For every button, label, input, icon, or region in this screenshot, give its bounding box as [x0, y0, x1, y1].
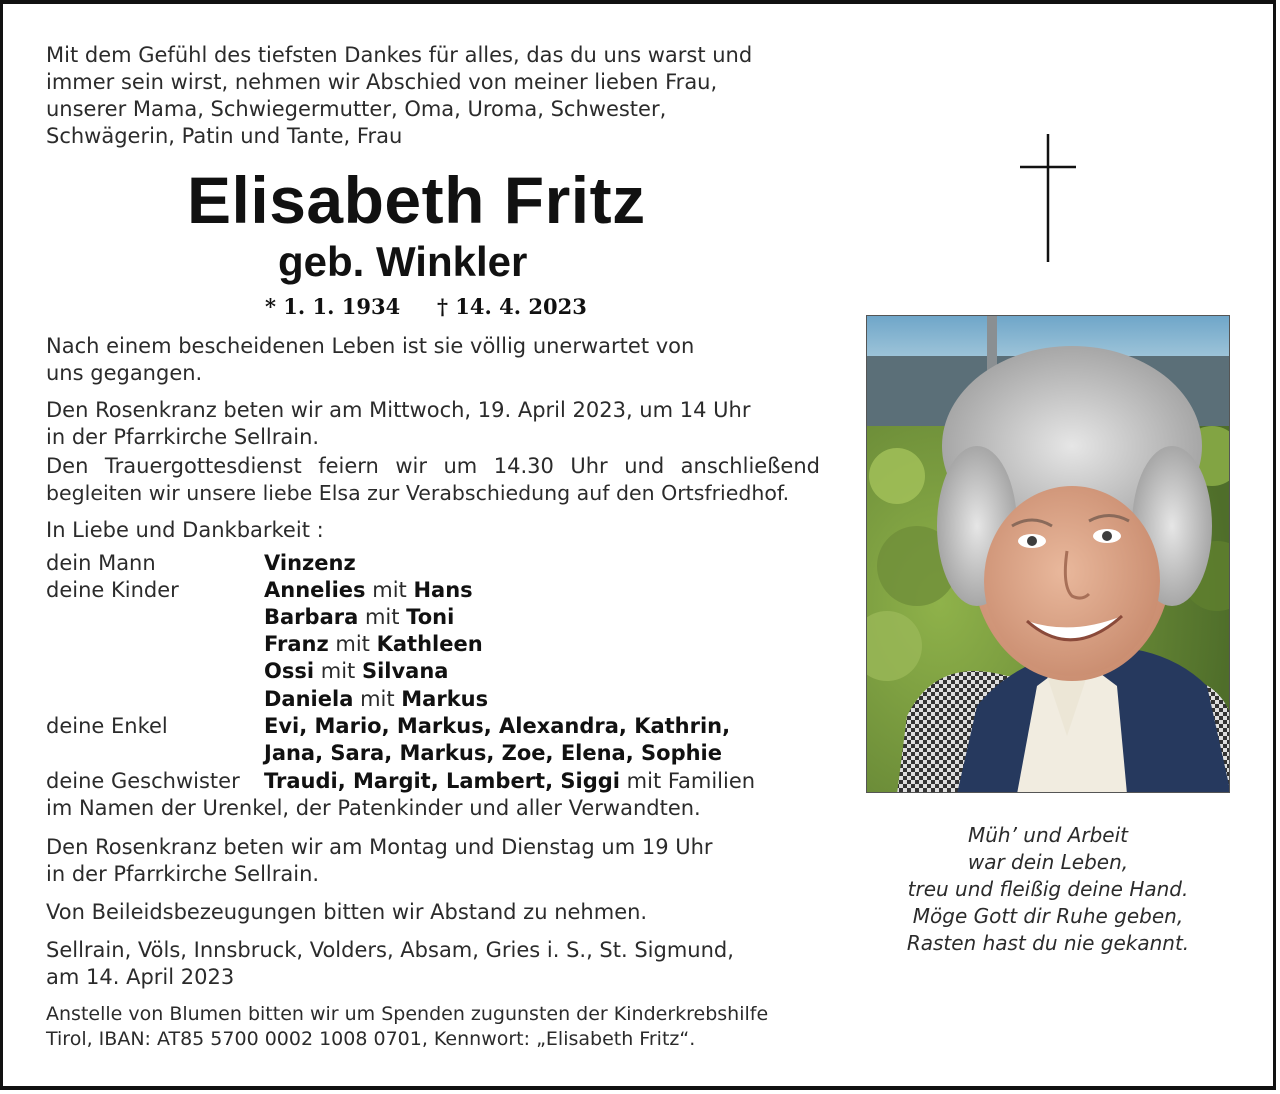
child-name: Barbara — [264, 605, 359, 629]
partner-name: Toni — [406, 605, 455, 629]
condolence-line: Von Beileidsbezeugungen bitten wir Abstand zu nehmen. — [46, 900, 648, 924]
poem-line: Rasten hast du nie gekannt. — [906, 931, 1190, 955]
intro-line: Mit dem Gefühl des tiefsten Dankes für alles, das du uns warst und — [46, 43, 753, 67]
family-label: deine Kinder — [46, 578, 179, 602]
partner-name: Silvana — [361, 659, 449, 683]
paragraph-line: Den Trauergottesdienst feiern wir um 14.30 Uhr und anschließend — [46, 454, 820, 478]
birth-date: * 1. 1. 1934 — [265, 294, 401, 319]
child-name: Franz — [264, 632, 329, 656]
death-date: † 14. 4. 2023 — [437, 294, 587, 319]
place-line: Sellrain, Völs, Innsbruck, Volders, Absam, Gries i. S., St. Sigmund, — [46, 938, 734, 962]
family-label: deine Geschwister — [46, 769, 240, 793]
poem-line: Müh’ und Arbeit — [967, 823, 1129, 847]
child-name: Annelies — [264, 578, 366, 602]
sibling-suffix: mit Familien — [626, 769, 756, 793]
family-names — [264, 768, 755, 795]
partner-name: Markus — [401, 687, 489, 711]
intro-line: Schwägerin, Patin und Tante, Frau — [46, 124, 403, 148]
urenkel-line: im Namen der Urenkel, der Patenkinder und aller Verwandten. — [46, 796, 701, 820]
mit-word: mit — [335, 632, 370, 656]
poem-line: treu und fleißig deine Hand. — [907, 877, 1189, 901]
mit-word: mit — [320, 659, 356, 683]
child-name: Ossi — [264, 659, 315, 683]
sibling-names: Traudi, Margit, Lambert, Siggi — [264, 769, 620, 793]
family-names: Evi, Mario, Markus, Alexandra, Kathrin, — [264, 714, 731, 738]
family-label: dein Mann — [46, 551, 156, 575]
latin-cross-icon — [1020, 134, 1076, 262]
family-names — [264, 577, 473, 604]
family-names: Vinzenz — [264, 551, 356, 575]
family-names — [264, 686, 488, 713]
date-line: am 14. April 2023 — [46, 965, 235, 989]
donation-line: Tirol, IBAN: AT85 5700 0002 1008 0701, Kennwort: „Elisabeth Fritz“. — [46, 1028, 696, 1050]
child-name: Daniela — [264, 687, 354, 711]
poem-line: war dein Leben, — [967, 850, 1129, 874]
paragraph-line: Den Rosenkranz beten wir am Mittwoch, 19. April 2023, um 14 Uhr — [46, 398, 751, 422]
portrait-photo — [866, 315, 1230, 793]
family-names: Jana, Sara, Markus, Zoe, Elena, Sophie — [264, 741, 722, 765]
deceased-name: Elisabeth Fritz — [187, 163, 646, 237]
family-label: deine Enkel — [46, 714, 168, 738]
paragraph-line: Nach einem bescheidenen Leben ist sie völlig unerwartet von — [46, 334, 695, 358]
paragraph-line: in der Pfarrkirche Sellrain. — [46, 425, 320, 449]
family-names — [264, 658, 448, 685]
partner-name: Kathleen — [376, 632, 483, 656]
portrait-illustration — [867, 316, 1230, 793]
poem — [866, 822, 1230, 957]
mit-word: mit — [372, 578, 407, 602]
family-names — [264, 604, 454, 631]
paragraph-line: begleiten wir unsere liebe Elsa zur Verabschiedung auf den Ortsfriedhof. — [46, 481, 790, 505]
intro-line: unserer Mama, Schwiegermutter, Oma, Uroma, Schwester, — [46, 97, 667, 121]
family-names — [264, 631, 483, 658]
poem-line: Möge Gott dir Ruhe geben, — [912, 904, 1184, 928]
paragraph-line: Den Rosenkranz beten wir am Montag und Dienstag um 19 Uhr — [46, 835, 713, 859]
partner-name: Hans — [413, 578, 473, 602]
donation-line: Anstelle von Blumen bitten wir um Spenden zugunsten der Kinderkrebshilfe — [46, 1003, 769, 1025]
maiden-name: geb. Winkler — [278, 238, 528, 285]
mit-word: mit — [364, 605, 400, 629]
paragraph-line: uns gegangen. — [46, 361, 203, 385]
mit-word: mit — [360, 687, 395, 711]
love-line: In Liebe und Dankbarkeit : — [46, 518, 324, 542]
paragraph-line: in der Pfarrkirche Sellrain. — [46, 862, 320, 886]
intro-line: immer sein wirst, nehmen wir Abschied von meiner lieben Frau, — [46, 70, 718, 94]
